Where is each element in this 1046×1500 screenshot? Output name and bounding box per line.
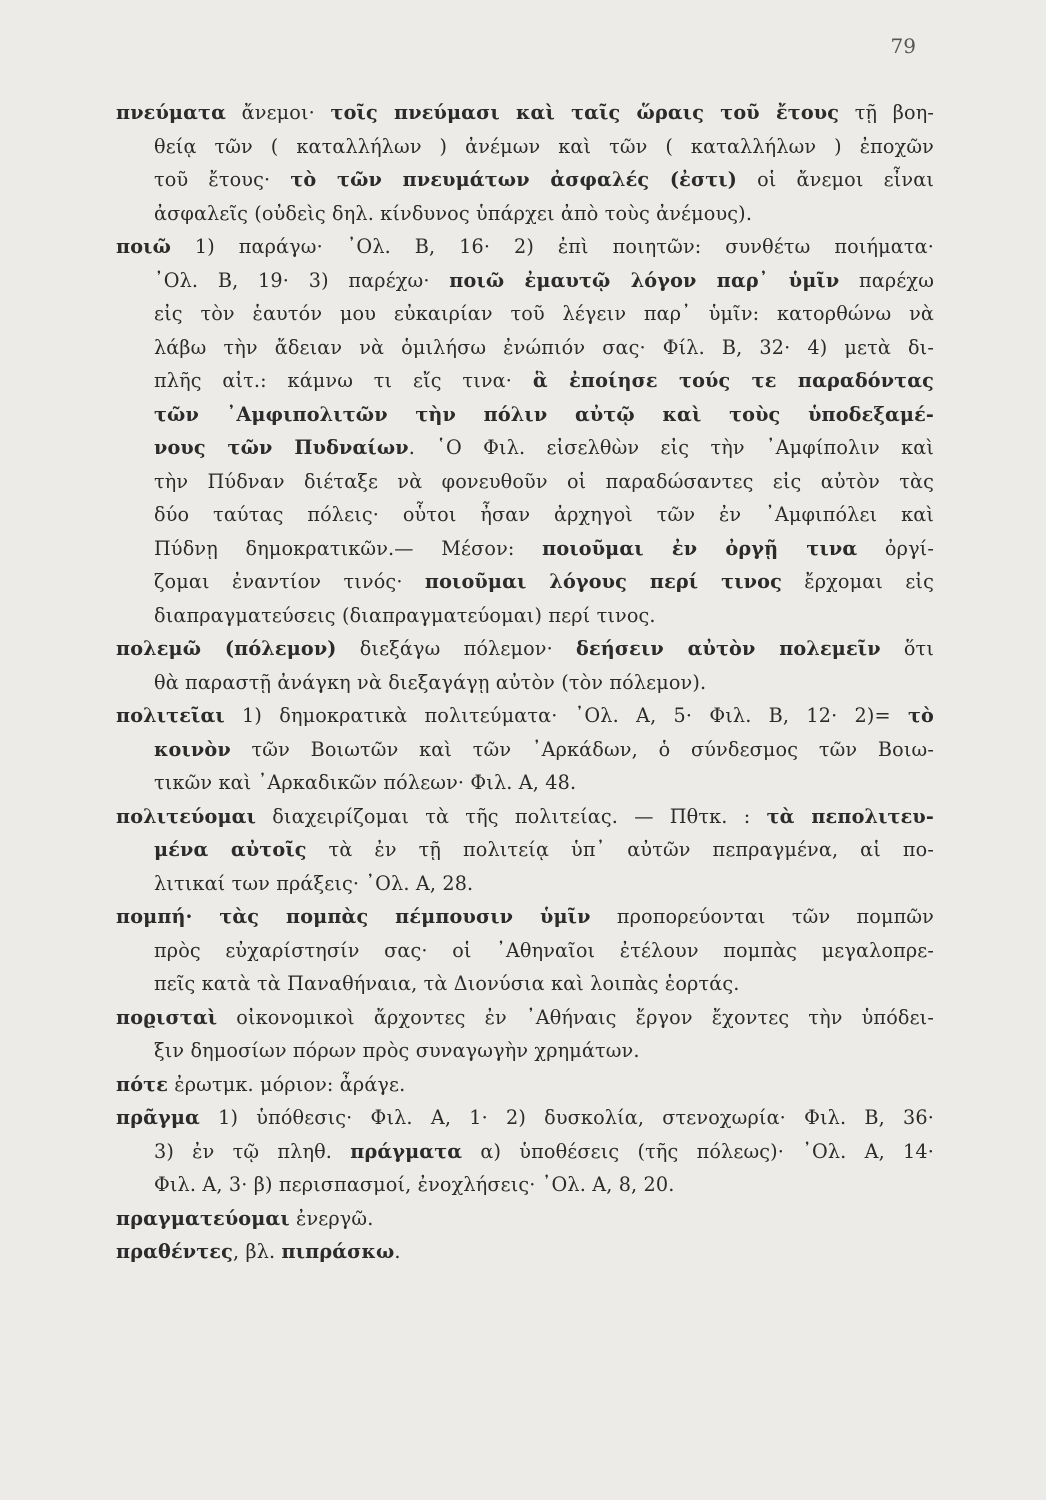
text-line (116, 1135, 934, 1169)
headword-text: νους τῶν Πυδναίων (154, 436, 409, 459)
definition-text: πλῆς αἰτ.: κάμνω τι εἴς τινα· (154, 369, 533, 392)
headword-text: πράγματα (350, 1139, 463, 1163)
definition-text: 1) ὑπόθεσις· Φιλ. Α, 1· 2) δυσκολία, στενοχωρία· Φιλ. Β, 36· (199, 1106, 934, 1129)
definition-text: α) ὑποθέσεις (τῆς πόλεως)· ᾿Ολ. Α, 14· (462, 1139, 934, 1163)
headword-text: πνεύματα (116, 101, 227, 124)
text-line (116, 197, 934, 231)
headword-text: μένα αὐτοῖς (154, 838, 307, 861)
text-line (116, 599, 934, 633)
definition-text: τῇ βοη- (839, 101, 934, 124)
definition-text: πρὸς εὐχαρίστησίν σας· οἱ ᾿Αθηναῖοι ἐτέλουν πομπὰς μεγαλοπρε- (154, 938, 934, 962)
page-number: 79 (890, 34, 916, 58)
text-line (116, 96, 934, 130)
text-line (116, 900, 934, 934)
text-line (116, 833, 934, 867)
headword-text: τὰ πεπολιτευ- (766, 804, 935, 828)
definition-text: 1) παράγω· ᾿Ολ. Β, 16· 2) ἐπὶ ποιητῶν: συνθέτω ποιήματα· (171, 235, 934, 258)
text-line (116, 699, 934, 733)
text-line (116, 565, 934, 599)
headword-text: τὸ (907, 704, 934, 727)
text-line (116, 431, 934, 465)
headword-text: πραγματεύομαι (116, 1206, 290, 1230)
text-line (116, 163, 934, 197)
text-line (116, 867, 934, 901)
definition-text: , βλ. (232, 1240, 282, 1263)
definition-text: Πύδνῃ δημοκρατικῶν.— Μέσον: (154, 536, 543, 560)
text-line (116, 800, 934, 834)
definition-text: προπορεύονται τῶν πομπῶν (590, 905, 934, 928)
definition-text: λιτικαί των πράξεις· ᾿Ολ. Α, 28. (154, 871, 474, 895)
headword-text: τῶν ᾿Αμφιπολιτῶν τὴν πόλιν αὐτῷ καὶ τοὺς ὑποδεξαμέ- (154, 402, 934, 426)
definition-text: ἐρωτμκ. μόριον: ἆράγε. (168, 1072, 406, 1096)
definition-text: τὴν Πύδναν διέταξε νὰ φονευθοῦν οἱ παραδώσαντες εἰς αὐτὸν τὰς (154, 469, 934, 493)
text-line (116, 297, 934, 331)
headword-text: ποιῶ ἐμαυτῷ λόγον παρ᾿ ὑμῖν (449, 268, 840, 292)
text-line (116, 1068, 934, 1102)
definition-text: παρέχω (839, 268, 934, 292)
text-line (116, 733, 934, 767)
headword-text: πιπράσκω (281, 1240, 395, 1263)
definition-text: τοῦ ἔτους· (154, 168, 291, 191)
headword-text: δεήσειν αὐτὸν πολεμεῖν (576, 637, 881, 660)
definition-text: πεῖς κατὰ τὰ Παναθήναια, τὰ Διονύσια καὶ λοιπὰς ἑορτάς. (154, 972, 740, 995)
definition-text: ξιν δημοσίων πόρων πρὸς συναγωγὴν χρημάτων. (154, 1039, 640, 1062)
definition-text: οἰκονομικοὶ ἄρχοντες ἐν ᾿Αθήναις ἔργον ἔχοντες τὴν ὑπόδει- (217, 1005, 934, 1029)
headword-text: κοινὸν (154, 737, 231, 761)
definition-text: τὰ ἐν τῇ πολιτείᾳ ὑπ᾿ αὐτῶν πεπραγμένα, αἱ πο- (306, 838, 934, 861)
text-line (116, 398, 934, 432)
headword-text: ποιοῦμαι λόγους περί τινος (424, 570, 782, 593)
definition-text: ἄνεμοι· (226, 101, 331, 124)
definition-text: 3) ἐν τῷ πληθ. (154, 1139, 351, 1163)
headword-text: ἃ ἐποίησε τούς τε παραδόντας (532, 369, 934, 392)
text-line (116, 632, 934, 666)
definition-text: ἔρχομαι εἰς (781, 570, 934, 593)
definition-text: διαχειρίζομαι τὰ τῆς πολιτείας. — Πθτκ. : (256, 804, 767, 828)
headword-text: πότε (116, 1072, 169, 1096)
definition-text: τῶν Βοιωτῶν καὶ τῶν ᾿Αρκάδων, ὁ σύνδεσμος τῶν Βοιω- (230, 737, 934, 761)
definition-text: ἀσφαλεῖς (οὐδεὶς δηλ. κίνδυνος ὑπάρχει ἀπὸ τοὺς ἀνέμους). (154, 201, 753, 225)
definition-text: θὰ παραστῇ ἀνάγκη νὰ διεξαγάγῃ αὐτὸν (τὸν πόλεμον). (154, 670, 707, 694)
headword-text: ποϱισταὶ (116, 1005, 218, 1029)
text-line (116, 532, 934, 566)
text-line (116, 1001, 934, 1035)
text-line (116, 1235, 934, 1269)
headword-text: τὸ τῶν πνευμάτων ἀσφαλές (ἐστι) (290, 168, 737, 191)
definition-text: λάβω τὴν ἄδειαν νὰ ὁμιλήσω ἐνώπιόν σας· Φίλ. Β, 32· 4) μετὰ δι- (154, 335, 934, 359)
text-line (116, 364, 934, 398)
glossary-body (116, 96, 934, 1269)
text-line (116, 967, 934, 1001)
text-line (116, 1101, 934, 1135)
headword-text: πολιτεῖαι (116, 704, 225, 727)
headword-text: ποιῶ (116, 235, 171, 258)
definition-text: Φιλ. Α, 3· β) περισπασμοί, ἐνοχλήσεις· ᾿Ολ. Α, 8, 20. (154, 1173, 675, 1196)
definition-text: θείᾳ τῶν ( καταλλήλων ) ἀνέμων καὶ τῶν ( καταλλήλων ) ἐποχῶν (154, 134, 934, 158)
definition-text: διαπραγματεύσεις (διαπραγματεύομαι) περί τινος. (154, 603, 656, 627)
definition-text: τικῶν καὶ ᾿Αρκαδικῶν πόλεων· Φιλ. Α, 48. (154, 771, 577, 794)
text-line (116, 666, 934, 700)
text-line (116, 934, 934, 968)
text-line (116, 331, 934, 365)
text-line (116, 1168, 934, 1202)
headword-text: πολιτεύομαι (116, 804, 257, 828)
definition-text: . (394, 1240, 401, 1263)
definition-text: . ῾Ο Φιλ. εἰσελθὼν εἰς τὴν ᾿Αμφίπολιν καὶ (408, 436, 935, 459)
definition-text: ζομαι ἐναντίον τινός· (154, 570, 425, 593)
headword-text: πρᾶγμα (116, 1106, 200, 1129)
definition-text: 1) δημοκρατικὰ πολιτεύματα· ᾿Ολ. Α, 5· Φιλ. Β, 12· 2)= (224, 704, 908, 727)
definition-text: οἱ ἄνεμοι εἶναι (736, 168, 934, 191)
definition-text: ᾿Ολ. Β, 19· 3) παρέχω· (154, 268, 450, 292)
headword-text: πομπή· τὰς πομπὰς πέμπουσιν ὑμῖν (116, 905, 591, 928)
text-line (116, 498, 934, 532)
text-line (116, 264, 934, 298)
text-line (116, 1202, 934, 1236)
text-line (116, 230, 934, 264)
headword-text: πολεμῶ (πόλεμον) (116, 637, 337, 660)
headword-text: τοῖς πνεύμασι καὶ ταῖς ὥραις τοῦ ἔτους (330, 101, 840, 124)
text-line (116, 465, 934, 499)
text-line (116, 130, 934, 164)
definition-text: δύο ταύτας πόλεις· οὗτοι ἦσαν ἀρχηγοὶ τῶν ἐν ᾿Αμφιπόλει καὶ (154, 503, 934, 526)
definition-text: ὀργί- (857, 536, 934, 560)
text-line (116, 1034, 934, 1068)
headword-text: πραθέντες (116, 1240, 233, 1263)
definition-text: ἐνεργῶ. (289, 1206, 374, 1230)
headword-text: ποιοῦμαι ἐν ὀργῇ τινα (542, 536, 858, 560)
text-line (116, 766, 934, 800)
definition-text: εἰς τὸν ἑαυτόν μου εὐκαιρίαν τοῦ λέγειν παρ᾿ ὑμῖν: κατορθώνω νὰ (154, 302, 934, 325)
definition-text: ὅτι (880, 637, 934, 660)
definition-text: διεξάγω πόλεμον· (336, 637, 576, 660)
